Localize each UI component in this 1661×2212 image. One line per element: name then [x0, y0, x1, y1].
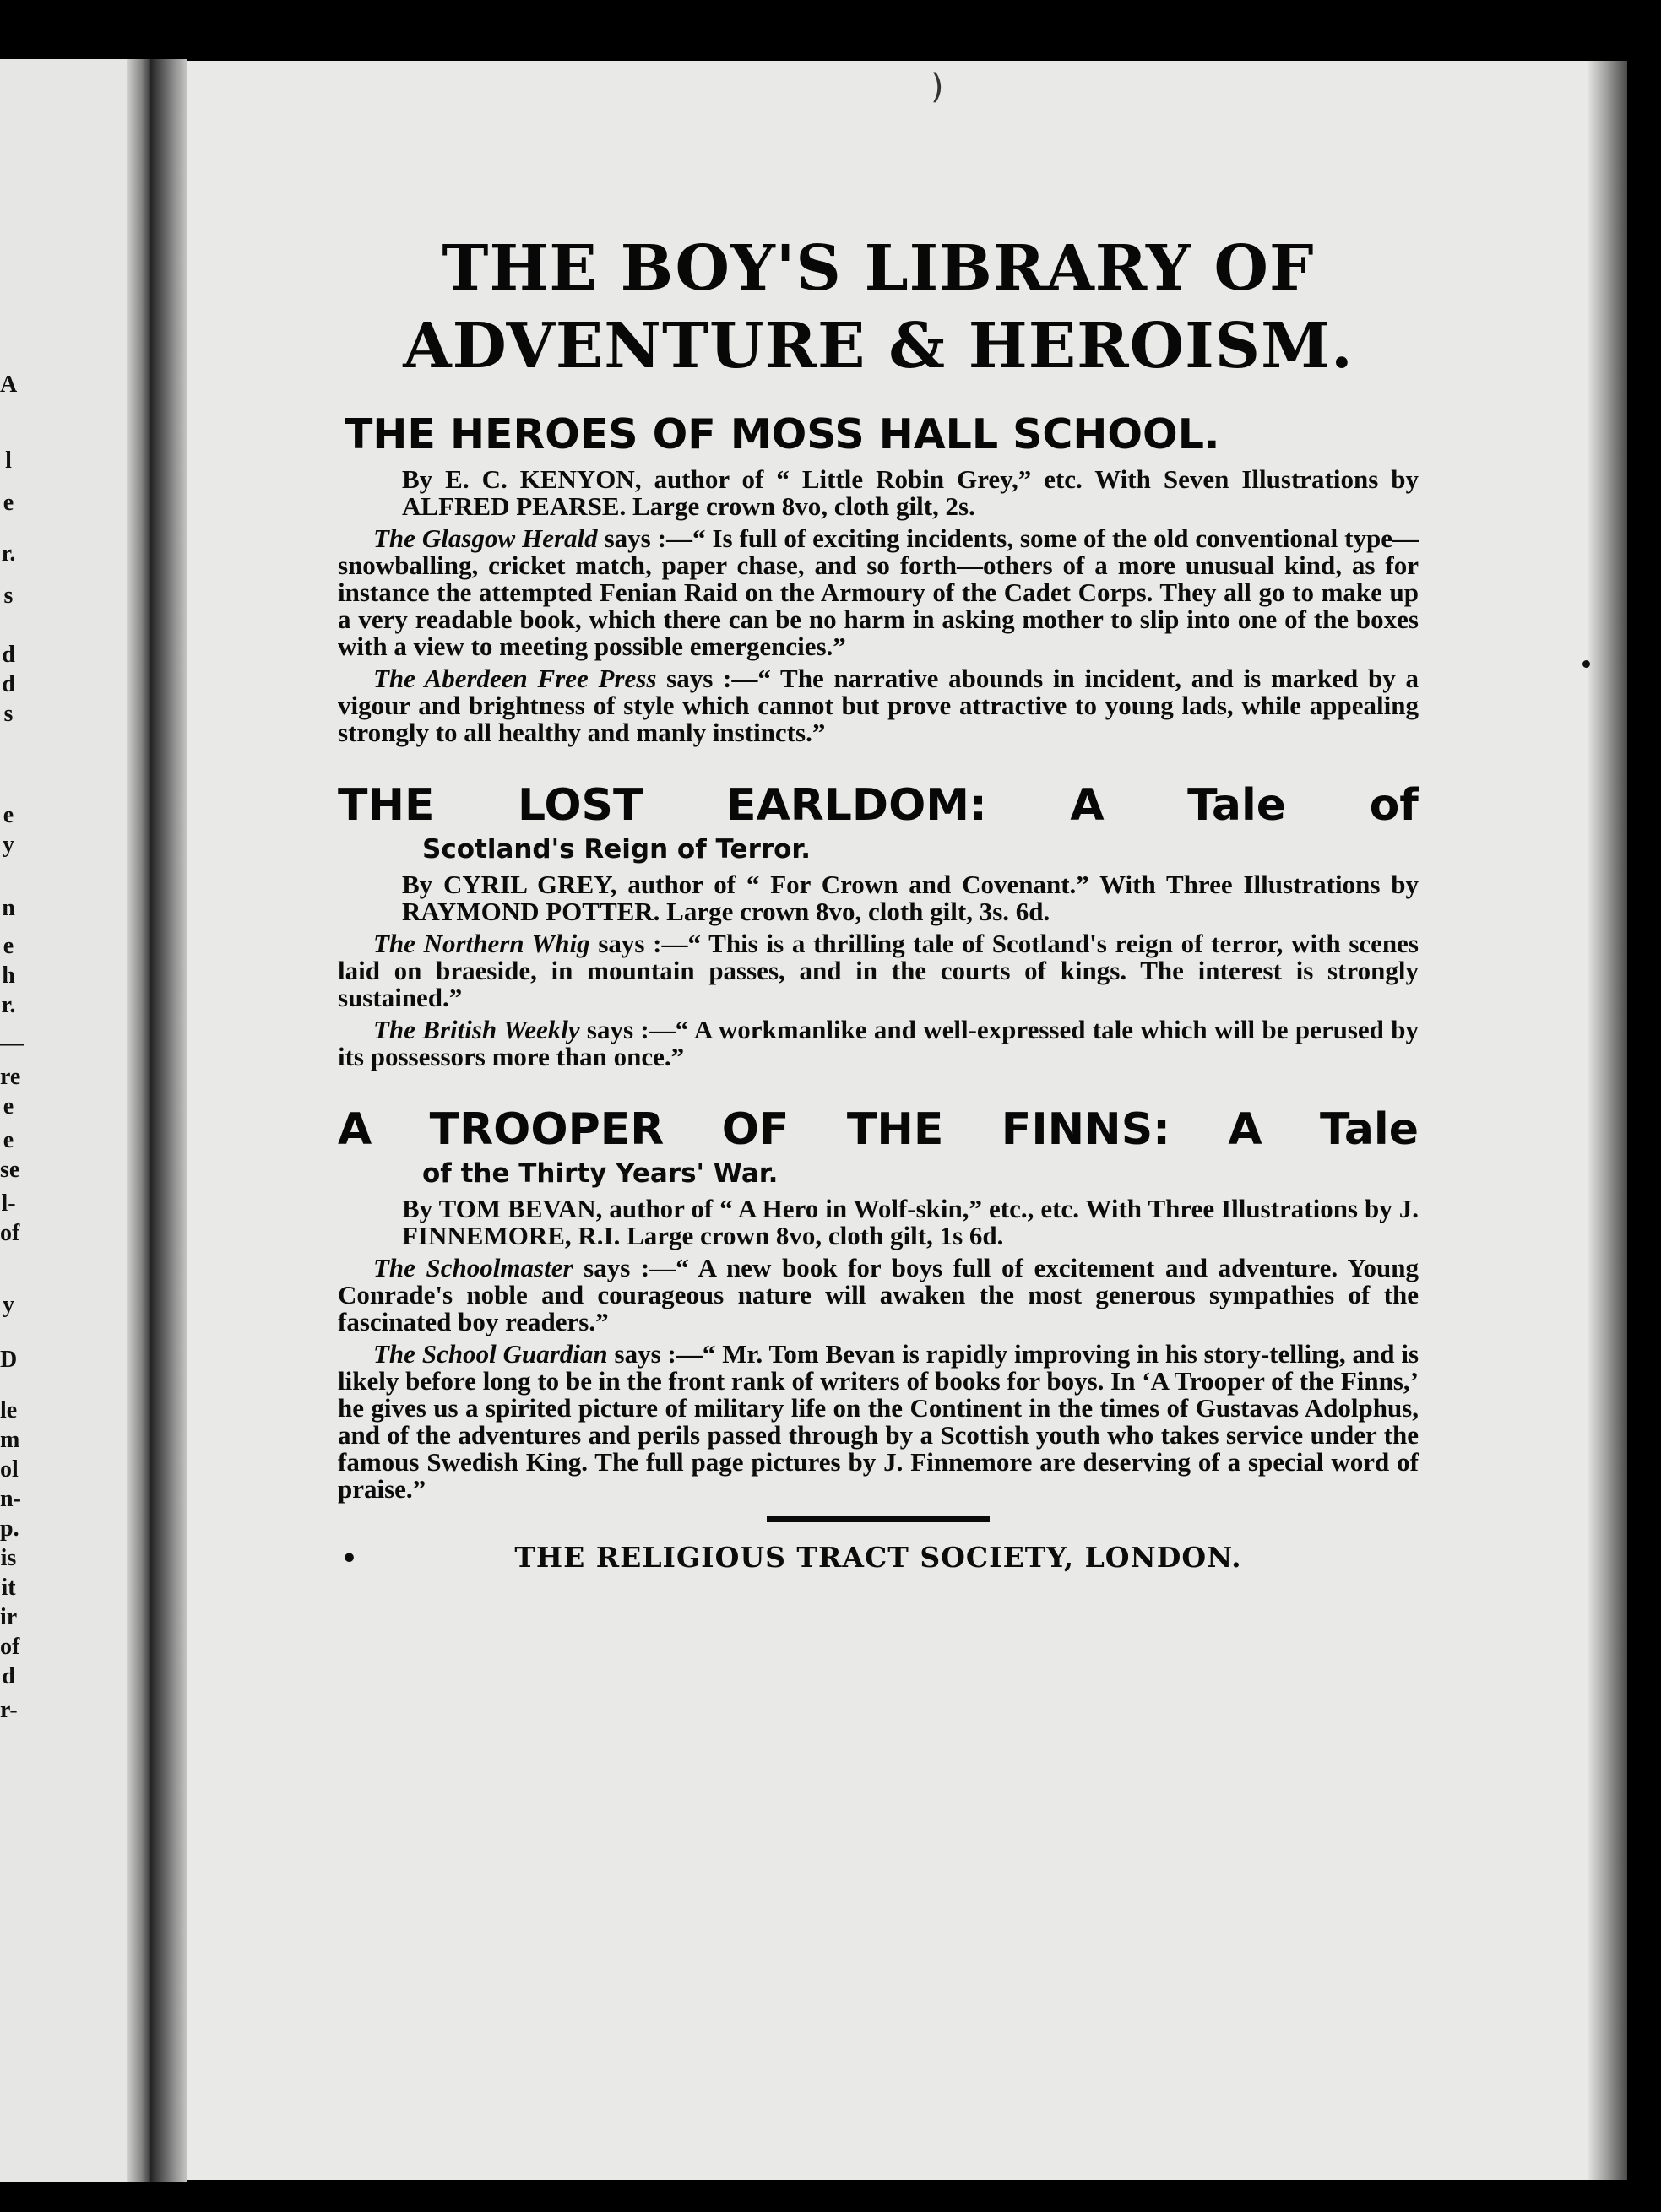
book-title-word: EARLDOM: — [725, 780, 987, 831]
book-entry — [338, 1103, 1419, 1503]
book-title-word: THE — [338, 780, 435, 831]
review-text: says :—“ Mr. Tom Bevan is rapidly improving in his story-telling, and is likely before long to be in the front rank of writers of books for boys. In ‘A Trooper of the Finns,’ he gives us a spirited picture of military life on the Continent in the times of Gustavas Adolphus, and of the adventures and perils passed through by a Scottish youth who takes service under the famous Swedish King. The full page pictures by J. Finnemore are deserving of a special word of praise.” — [338, 1339, 1419, 1504]
left-page-fragment-text: se — [0, 1157, 20, 1183]
review-source: The Northern Whig — [373, 929, 590, 958]
right-page — [187, 61, 1627, 2180]
review-quote — [338, 1017, 1419, 1071]
page-edge-shadow — [1588, 61, 1627, 2180]
left-page-fragment-text: l — [5, 447, 12, 474]
book-title-word: FINNS: — [1001, 1104, 1170, 1155]
left-page-fragment-text: D — [0, 1347, 18, 1373]
left-page-fragment-text: m — [0, 1427, 20, 1453]
review-source: The Glasgow Herald — [373, 523, 598, 553]
page-fold-shadow — [127, 59, 150, 2182]
left-page-fragment-text: s — [3, 583, 14, 609]
left-page-fragment-text: p. — [0, 1515, 19, 1542]
book-title-word: THE — [846, 1104, 944, 1155]
left-page-fragment-text: ol — [0, 1456, 19, 1483]
divider-rule — [767, 1516, 990, 1522]
book-title-word: A — [1228, 1104, 1262, 1155]
left-page-fragment-text: of — [0, 1220, 20, 1246]
left-page-fragment-text: d — [2, 671, 15, 697]
book-subtitle: of the Thirty Years' War. — [422, 1158, 779, 1189]
book-entry — [338, 778, 1419, 1071]
book-title-word: LOST — [518, 780, 643, 831]
book-title-word: OF — [721, 1104, 790, 1155]
left-page-fragment-text: of — [0, 1634, 20, 1660]
left-page-fragment-text: e — [3, 802, 14, 828]
left-page-fragment-text: e — [3, 490, 14, 516]
left-page-fragment-text: d — [2, 642, 15, 668]
review-quote — [338, 1255, 1419, 1336]
left-page-fragment-text: le — [0, 1397, 18, 1423]
left-page-fragment-text: r- — [0, 1697, 18, 1723]
book-title-word: A — [338, 1104, 372, 1155]
review-quote — [338, 665, 1419, 746]
review-source: The Aberdeen Free Press — [373, 664, 657, 693]
book-gutter — [150, 59, 187, 2182]
left-page-fragment-text: s — [3, 701, 14, 727]
left-page-fragment-text: A — [0, 371, 18, 398]
left-page-fragment-text: ir — [0, 1604, 18, 1630]
review-text: says :—“ A workmanlike and well-expressed tale which will be perused by its possessors more than once.” — [338, 1015, 1419, 1071]
book-title-word: Tale — [1320, 1104, 1419, 1155]
book-title — [338, 1103, 1419, 1157]
ink-speck — [1582, 660, 1590, 668]
review-quote — [338, 1341, 1419, 1503]
review-text: says :—“ The narrative abounds in incident, and is marked by a vigour and brightness of style which cannot but prove attractive to young lads, while appealing strongly to all healthy and manly instincts.” — [338, 664, 1419, 747]
review-source: The Schoolmaster — [373, 1253, 573, 1282]
left-page-fragment-text: h — [2, 962, 15, 989]
left-page-fragment-text: is — [0, 1545, 17, 1571]
book-title-word: of — [1369, 780, 1419, 831]
book-title-word: A — [1070, 780, 1105, 831]
advertisement — [338, 230, 1419, 1575]
book-byline: By TOM BEVAN, author of “ A Hero in Wolf-skin,” etc., etc. With Three Illustrations by J. FINNEMORE, R.I. Large crown 8vo, cloth gilt, 1s 6d. — [402, 1194, 1419, 1250]
left-page-fragment-text: d — [2, 1663, 15, 1689]
left-page-fragment-text: re — [0, 1064, 21, 1090]
left-page-fragment-text: e — [3, 1127, 14, 1153]
left-page-fragment-text: n- — [0, 1486, 21, 1512]
left-page-fragment — [0, 59, 150, 2182]
review-text: says :—“ This is a thrilling tale of Scotland's reign of terror, with scenes laid on braeside, in mountain passes, and in the courts of kings. The interest is strongly sustained.” — [338, 929, 1419, 1012]
series-title-line-2: ADVENTURE & HEROISM. — [403, 310, 1354, 382]
left-page-fragment-text: r. — [1, 540, 16, 567]
book-byline: By CYRIL GREY, author of “ For Crown and Covenant.” With Three Illustrations by RAYMOND POTTER. Large crown 8vo, cloth gilt, 3s. 6d. — [402, 870, 1419, 926]
book-byline: By E. C. KENYON, author of “ Little Robin Grey,” etc. With Seven Illustrations by ALFRED PEARSE. Large crown 8vo, cloth gilt, 2s. — [402, 464, 1419, 521]
book-title-word: TROOPER — [429, 1104, 665, 1155]
bullet-mark: • — [341, 1544, 359, 1574]
book-title-word: Tale — [1187, 780, 1287, 831]
publisher-name: THE RELIGIOUS TRACT SOCIETY, LONDON. — [514, 1541, 1242, 1574]
book-title: THE HEROES OF MOSS HALL SCHOOL. — [345, 410, 1220, 458]
series-title-line-1: THE BOY'S LIBRARY OF — [442, 232, 1315, 305]
publisher-footer — [338, 1541, 1419, 1575]
series-title — [338, 230, 1419, 385]
review-source: The School Guardian — [373, 1339, 608, 1369]
review-text: says :—“ Is full of exciting incidents, some of the old conventional type—snowballing, cricket match, paper chase, and so forth—others of a more unusual kind, as for instance the attempted Fenian Raid on the Armoury of the Cadet Corps. They all go to make up a very readable book, which there can be no harm in asking mother to slip into one of the boxes with a view to meeting possible emergencies.” — [338, 523, 1419, 661]
left-page-fragment-text: y — [3, 832, 14, 858]
left-page-fragment-text: n — [2, 895, 15, 921]
left-page-fragment-text: e — [3, 1093, 14, 1120]
review-source: The British Weekly — [373, 1015, 580, 1044]
review-text: says :—“ A new book for boys full of excitement and adventure. Young Conrade's noble and courageous nature will awaken the most generous sympathies of the fascinated boy readers.” — [338, 1253, 1419, 1336]
review-quote — [338, 930, 1419, 1011]
left-page-fragment-text: e — [3, 933, 14, 959]
book-entry — [338, 409, 1419, 746]
left-page-fragment-text: — — [0, 1030, 24, 1056]
book-title — [338, 778, 1419, 832]
book-subtitle: Scotland's Reign of Terror. — [422, 834, 812, 865]
left-page-fragment-text: it — [1, 1575, 16, 1601]
top-squiggle-mark: ) — [931, 68, 944, 106]
left-page-fragment-text: y — [3, 1292, 14, 1318]
left-page-fragment-text: l- — [1, 1190, 16, 1217]
review-quote — [338, 525, 1419, 660]
left-page-fragment-text: r. — [1, 992, 16, 1018]
